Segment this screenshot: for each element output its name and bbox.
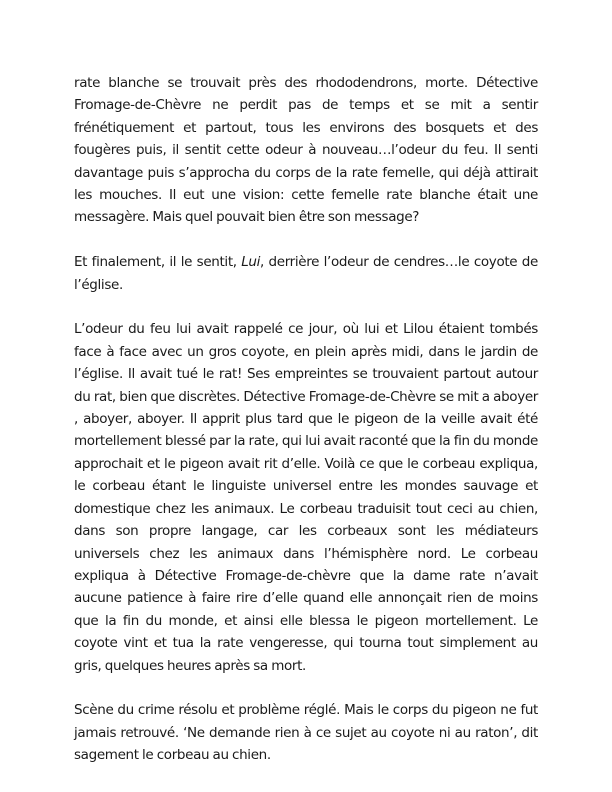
paragraph-2-start: Et finalement, il le sentit,	[74, 254, 242, 271]
body-text	[74, 72, 538, 767]
paragraph-2-italic: Lui	[241, 254, 261, 271]
paragraph-1: rate blanche se trouvait près des rhododendrons, morte. Détective Fromage-de-Chèvre ne perdit pas de temps et se mit a sentir frénétiquement et partout, tous les environs des bosquets et des fougères puis, il sentit cette odeur à nouveau…l’odeur du feu. Il senti davantage puis s’approcha du corps de la rate femelle, qui déjà attirait les mouches. Il eut une vision: cette femelle rate blanche était une messagère. Mais quel pouvait bien être son message?	[74, 75, 538, 226]
paragraph-4: Scène du crime résolu et problème réglé. Mais le corps du pigeon ne fut jamais retrouvé. ‘Ne demande rien à ce sujet au coyote ni au raton’, dit sagement le corbeau au chien.	[74, 702, 538, 764]
paragraph-2-end: , derrière l’odeur de cendres…le coyote de l’église.	[74, 254, 538, 293]
paragraph-2	[74, 251, 538, 296]
paragraph-3: L’odeur du feu lui avait rappelé ce jour, où lui et Lilou étaient tombés face à face avec un gros coyote, en plein après midi, dans le jardin de l’église. Il avait tué le rat! Ses empreintes se trouvaient partout autour du rat, bien que discrètes. Détective Fromage-de-Chèvre se mit a aboyer , aboyer, aboyer. Il apprit plus tard que le pigeon de la veille avait été mortellement blessé par la rate, qui lui avait raconté que la fin du monde approchait et le pigeon avait rit d’elle. Voilà ce que le corbeau expliqua, le corbeau étant le linguiste universel entre les mondes sauvage et domestique chez les animaux. Le corbeau traduisit tout ceci au chien, dans son propre langage, car les corbeaux sont les médiateurs universels chez les animaux dans l’hémisphère nord. Le corbeau expliqua à Détective Fromage-de-chèvre que la dame rate n’avait aucune patience à faire rire d’elle quand elle annonçait rien de moins que la fin du monde, et ainsi elle blessa le pigeon mortellement. Le coyote vint et tua la rate vengeresse, qui tourna tout simplement au gris, quelques heures après sa mort.	[74, 321, 538, 674]
